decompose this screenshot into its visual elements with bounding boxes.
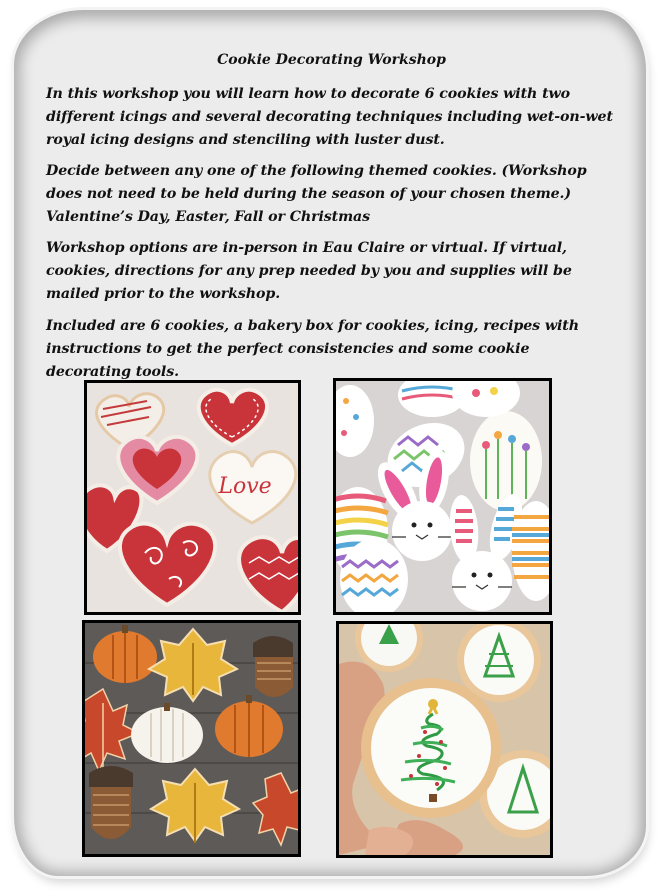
paragraph-intro: In this workshop you will learn how to decorate 6 cookies with two different icings and several decorating techniques including wet-on-wet royal icing designs and stenciling with luster dust. <box>46 86 613 148</box>
paragraph-included: Included are 6 cookies, a bakery box for cookies, icing, recipes with instructions to get the perfect consistencies and some cookie decorating tools. <box>46 318 579 380</box>
love-script-text: Love <box>218 474 272 499</box>
easter-cookies-photo <box>333 378 552 615</box>
christmas-cookie-photo <box>336 621 553 858</box>
paragraph-themes: Decide between any one of the following themed cookies. (Workshop does not need to be held during the season of your chosen theme.) Valentine’s Day, Easter, Fall or Christmas <box>46 163 587 225</box>
acorn-cookie-top-right <box>253 636 293 697</box>
paragraph-options: Workshop options are in-person in Eau Claire or virtual. If virtual, cookies, directions for any prep needed by you and supplies will be mailed prior to the workshop. <box>46 240 572 302</box>
tree-cookie-main <box>361 678 501 818</box>
document-title: Cookie Decorating Workshop <box>217 52 446 68</box>
fall-cookies-photo <box>82 620 301 857</box>
valentine-cookies-photo <box>84 380 301 615</box>
acorn-cookie-bottom-left <box>89 766 133 839</box>
egg-cookie-flowers <box>470 411 542 511</box>
